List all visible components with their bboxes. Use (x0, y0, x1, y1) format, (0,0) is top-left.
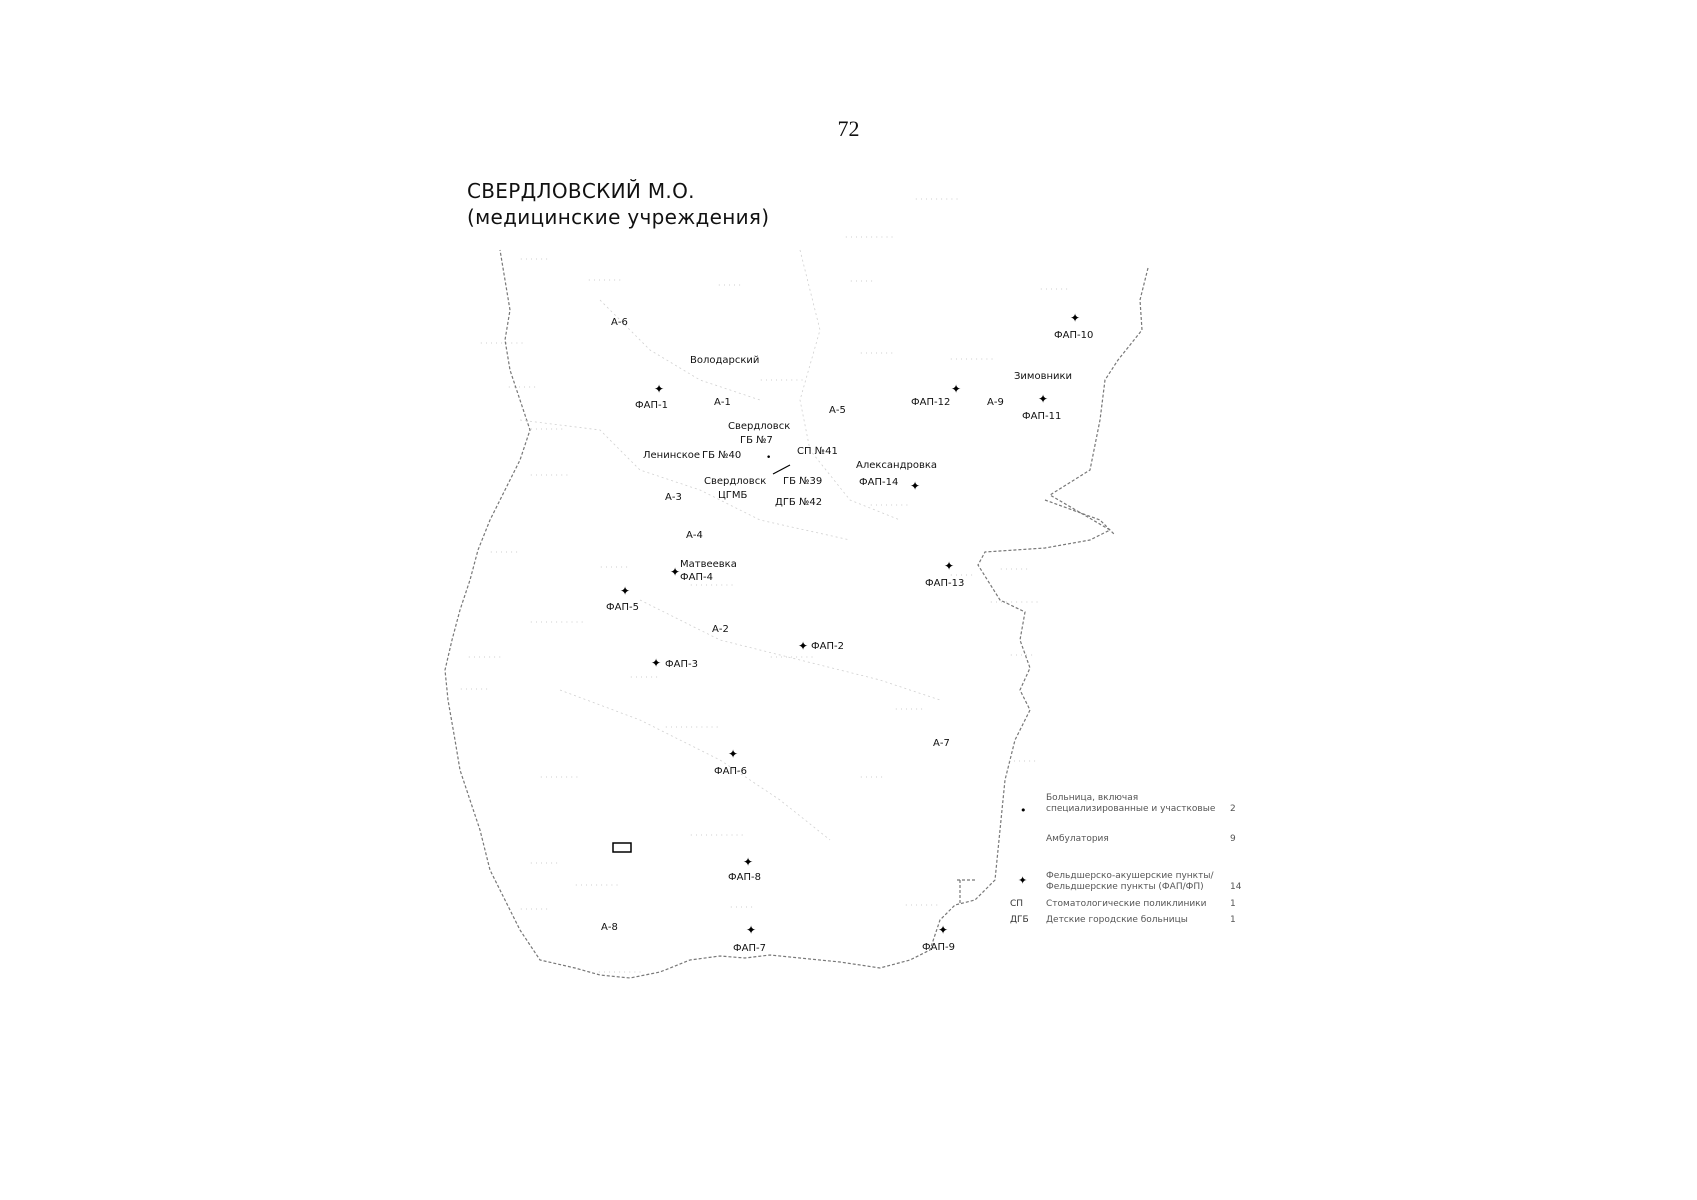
legend-count: 9 (1230, 834, 1236, 844)
star-marker-icon: ✦ (654, 382, 665, 396)
svg-text:· · · · · · · · ·: · · · · · · · · · (760, 376, 804, 385)
svg-text:· · · · ·: · · · · · (850, 277, 873, 286)
district-label-a4: А-4 (686, 530, 703, 541)
svg-text:· · · · · · · · · ·: · · · · · · · · · · (845, 233, 894, 242)
svg-text:· · · · · ·: · · · · · · (460, 685, 488, 694)
settlement-sverdlovsk: Свердловск (728, 421, 791, 432)
star-marker-icon: ✦ (938, 923, 949, 937)
facility-gb7: ГБ №7 (740, 435, 773, 446)
svg-text:· · · · · · · ·: · · · · · · · · (530, 471, 569, 480)
bridge-symbol (613, 843, 631, 852)
svg-text:· · · · · · · · ·: · · · · · · · · · (690, 581, 734, 590)
district-label-a9: А-9 (987, 397, 1004, 408)
star-marker-icon: ✦ (1018, 874, 1028, 887)
legend-text: Больница, включая (1046, 793, 1139, 803)
svg-text:· · · · · · ·: · · · · · · · (530, 425, 564, 434)
facility-gb40: ГБ №40 (702, 450, 742, 461)
settlement-sverdlovsk-2: Свердловск (704, 476, 767, 487)
settlement-zimovniki: Зимовники (1014, 371, 1073, 382)
hospital-dot-icon: • (766, 453, 772, 463)
map-title-line1: СВЕРДЛОВСКИЙ М.О. (467, 179, 695, 203)
legend-text: специализированные и участковые (1046, 804, 1216, 814)
legend-text: Стоматологические поликлиники (1046, 899, 1207, 909)
hospital-dot-icon: • (1020, 804, 1027, 817)
fap-label: ФАП-1 (635, 400, 668, 411)
district-label-a6: А-6 (611, 317, 628, 328)
svg-text:· · · · · ·: · · · · · · (520, 905, 548, 914)
fap-label: ФАП-11 (1022, 411, 1062, 422)
legend-text: Амбулатория (1046, 834, 1109, 844)
star-marker-icon: ✦ (670, 565, 681, 579)
map-title-line2: (медицинские учреждения) (467, 205, 770, 229)
svg-text:· · · · · ·: · · · · · · (490, 548, 518, 557)
fap-label: ФАП-7 (733, 943, 766, 954)
legend-text: Фельдшерские пункты (ФАП/ФП) (1046, 882, 1204, 892)
fap-label: ФАП-8 (728, 872, 761, 883)
settlement-leninskoe: Ленинское (643, 450, 701, 461)
svg-text:· · · · · · ·: · · · · · · · (468, 653, 502, 662)
svg-text:· · · · · · · · ·: · · · · · · · · · (770, 653, 814, 662)
district-label-a8: А-8 (601, 922, 618, 933)
children-hospital-symbol: ДГБ (1010, 915, 1029, 925)
star-marker-icon: ✦ (728, 747, 739, 761)
page-number: 72 (837, 116, 860, 141)
star-marker-icon: ✦ (951, 382, 962, 396)
district-label-a2: А-2 (712, 624, 729, 635)
district-label-a7: А-7 (933, 738, 950, 749)
star-marker-icon: ✦ (910, 479, 921, 493)
fap-label: ФАП-10 (1054, 330, 1094, 341)
district-label-a3: А-3 (665, 492, 682, 503)
fap-label: ФАП-4 (680, 572, 713, 583)
fap-label: ФАП-13 (925, 578, 965, 589)
svg-text:· · · · ·: · · · · · (1010, 651, 1033, 660)
svg-text:· · · · · · · ·: · · · · · · · · (870, 501, 909, 510)
star-marker-icon: ✦ (944, 559, 955, 573)
settlement-volodarsky: Володарский (690, 355, 760, 366)
svg-text:· · · · · · · · · · ·: · · · · · · · · · · · (690, 831, 744, 840)
fap-label: ФАП-2 (811, 641, 844, 652)
legend-count: 14 (1230, 882, 1242, 892)
svg-text:· · · · · ·: · · · · · · (1008, 757, 1036, 766)
fap-label: ФАП-6 (714, 766, 747, 777)
star-marker-icon: ✦ (620, 584, 631, 598)
svg-text:· · · · ·: · · · · · (730, 903, 753, 912)
svg-text:· · · · ·: · · · · · (718, 281, 741, 290)
star-marker-icon: ✦ (746, 923, 757, 937)
settlement-aleksandrovka: Александровка (856, 460, 938, 471)
svg-text:· · · · · ·: · · · · · · (600, 563, 628, 572)
facility-dgb42: ДГБ №42 (775, 497, 823, 508)
legend-count: 1 (1230, 915, 1236, 925)
svg-text:· · · · · · · · · · ·: · · · · · · · · · · · (665, 723, 719, 732)
svg-text:· · · · · · · · · · ·: · · · · · · · · · · · (530, 618, 584, 627)
svg-text:· · · · · · ·: · · · · · · · (860, 349, 894, 358)
legend-count: 2 (1230, 804, 1236, 814)
fap-label: ФАП-5 (606, 602, 639, 613)
svg-text:· · · · ·: · · · · · (860, 773, 883, 782)
district-label-a1: А-1 (714, 397, 731, 408)
svg-text:· · · · · · · ·: · · · · · · · · (540, 773, 579, 782)
svg-text:· · · · · ·: · · · · · · (1000, 565, 1028, 574)
star-marker-icon: ✦ (743, 855, 754, 869)
svg-text:· · · · · ·: · · · · · · (1040, 285, 1068, 294)
star-marker-icon: ✦ (798, 639, 809, 653)
svg-text:· · · · · · ·: · · · · · · · (905, 901, 939, 910)
star-marker-icon: ✦ (651, 656, 662, 670)
fap-label: ФАП-3 (665, 659, 698, 670)
settlement-mateevka: Матвеевка (680, 559, 737, 570)
legend-text: Детские городские больницы (1046, 915, 1188, 925)
legend-text: Фельдшерско-акушерские пункты/ (1046, 871, 1214, 881)
connector-line (773, 465, 790, 474)
svg-text:· · · · · · · · · ·: · · · · · · · · · · (990, 598, 1039, 607)
district-label-a5: А-5 (829, 405, 846, 416)
svg-text:· · · · · · · · ·: · · · · · · · · · (915, 195, 959, 204)
dental-clinic-symbol: СП (1010, 899, 1024, 909)
star-marker-icon: ✦ (1070, 311, 1081, 325)
svg-text:· · · · · · · · ·: · · · · · · · · · (950, 355, 994, 364)
district-border (445, 250, 1148, 978)
svg-text:· · · · · · · · ·: · · · · · · · · · (598, 968, 642, 977)
facility-sp41: СП №41 (797, 446, 838, 457)
svg-text:· · · · · · · · ·: · · · · · · · · · (575, 881, 619, 890)
legend-count: 1 (1230, 899, 1236, 909)
svg-text:· · · · · · ·: · · · · · · · (588, 276, 622, 285)
facility-cgmb: ЦГМБ (718, 490, 748, 501)
svg-text:· · · · ·: · · · · · (950, 571, 973, 580)
faint-place-names (460, 195, 1068, 977)
fap-label: ФАП-9 (922, 942, 955, 953)
svg-text:· · · · · ·: · · · · · · (630, 673, 658, 682)
svg-text:· · · · · ·: · · · · · · (895, 705, 923, 714)
star-marker-icon: ✦ (1038, 392, 1049, 406)
svg-text:· · · · · ·: · · · · · · (520, 255, 548, 264)
svg-text:· · · · · · · · ·: · · · · · · · · · (480, 339, 524, 348)
fap-label: ФАП-14 (859, 477, 899, 488)
fap-label: ФАП-12 (911, 397, 951, 408)
svg-text:· · · · · ·: · · · · · · (508, 383, 536, 392)
facility-gb39: ГБ №39 (783, 476, 823, 487)
svg-text:· · · · · ·: · · · · · · (530, 859, 558, 868)
